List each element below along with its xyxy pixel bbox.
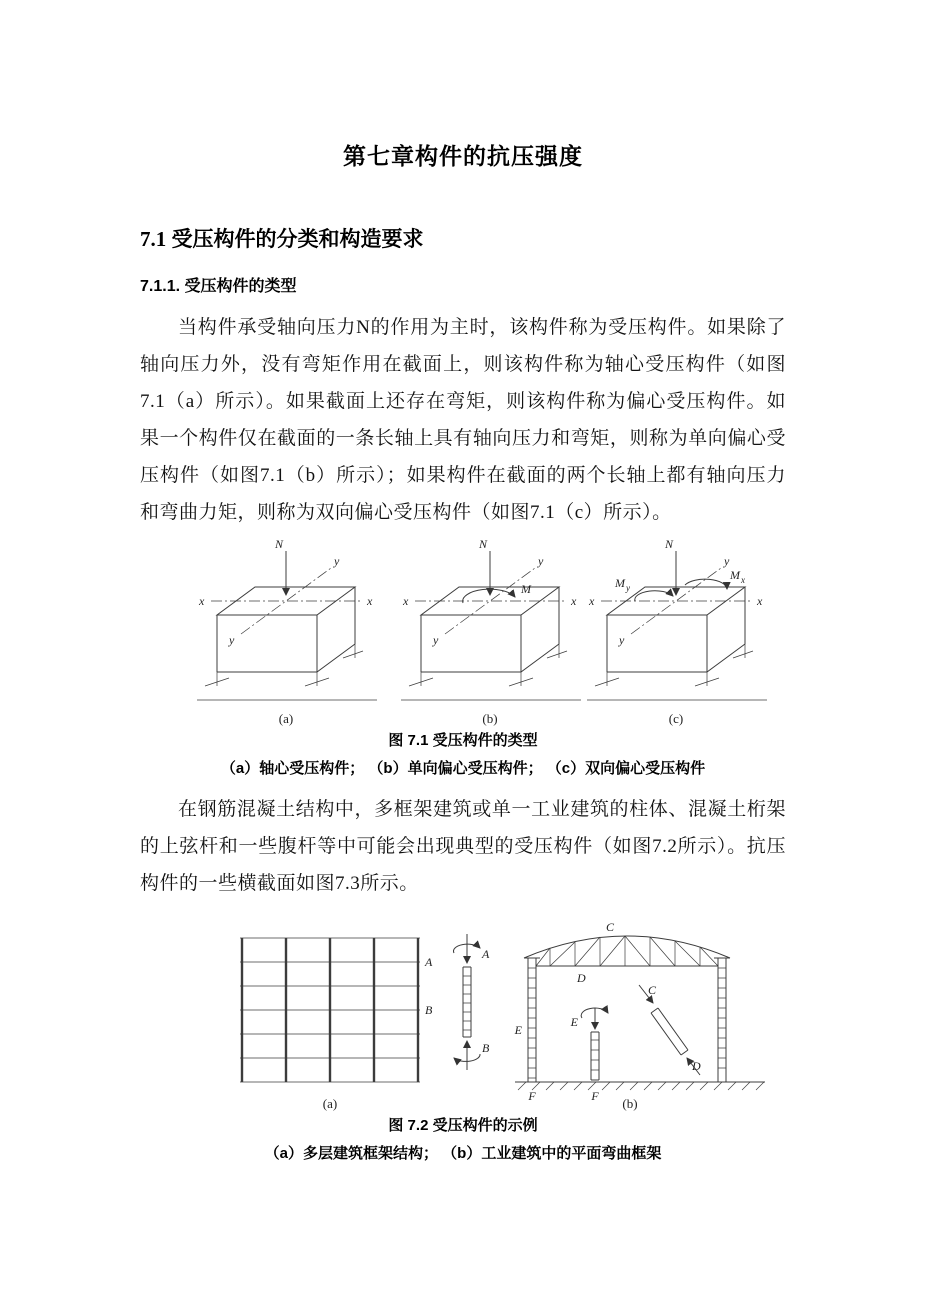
moment-arrow xyxy=(463,589,515,603)
truss-diagonals xyxy=(536,936,718,966)
sublabel-c: (c) xyxy=(668,711,684,726)
subsection-heading: 7.1.1. 受压构件的类型 xyxy=(140,278,297,295)
figure-7-1-subcaption: （a）轴心受压构件； （b）单向偏心受压构件； （c）双向偏心受压构件 xyxy=(220,760,706,777)
label-x: x xyxy=(589,594,595,608)
truss-verticals xyxy=(550,936,700,966)
left-column xyxy=(524,958,540,1082)
moment-y-arrow xyxy=(635,591,673,601)
label-My-sub: y xyxy=(626,583,630,593)
sublabel-a: (a) xyxy=(278,711,294,726)
figure-7-1 xyxy=(140,537,786,778)
label-D: D xyxy=(577,971,586,985)
label-Mx-M: M xyxy=(730,568,740,582)
label-A: A xyxy=(425,955,433,969)
label-N: N xyxy=(664,537,674,551)
label-C: C xyxy=(647,983,656,997)
label-D: D xyxy=(692,1059,701,1073)
label-M: M xyxy=(521,582,531,596)
label-Mx-sub: x xyxy=(741,575,745,585)
truss-top-chord xyxy=(524,936,730,958)
label-A: A xyxy=(482,947,490,961)
label-N: N xyxy=(478,537,488,551)
right-column xyxy=(714,958,730,1082)
sublabel-b: (b) xyxy=(482,711,498,726)
label-y: y xyxy=(619,633,625,647)
break-marks xyxy=(409,651,567,686)
section-heading: 7.1 受压构件的分类和构造要求 xyxy=(140,227,424,251)
label-E: E xyxy=(514,1023,522,1037)
chapter-title: 第七章构件的抗压强度 xyxy=(343,143,583,169)
label-y: y xyxy=(724,554,730,568)
moment-x-arrow xyxy=(685,579,727,589)
figure-7-2-diagram xyxy=(230,912,770,1112)
axial-member-diagram xyxy=(197,537,377,726)
bent-frame-diagram xyxy=(514,920,765,1111)
label-B: B xyxy=(425,1003,433,1017)
label-C: C xyxy=(606,920,615,934)
label-x: x xyxy=(403,594,409,608)
break-marks xyxy=(595,651,753,686)
paragraph-1: 当构件承受轴向压力N的作用为主时，该构件称为受压构件。如果除了轴向压力外，没有弯矩作用在截面上，则该构件称为轴心受压构件（如图7.1（a）所示）。如果截面上还存在弯矩，则该构件称为偏心受压构件。如果一个构件仅在截面的一条长轴上具有轴向压力和弯矩，则称为单向偏心受压构件（如图7.1（b）所示）；如果构件在截面的两个长轴上都有轴向压力和弯曲力矩，则称为双向偏心受压构件（如图7.1（c）所示）。 xyxy=(140,317,786,523)
frame-grid-diagram xyxy=(240,938,433,1111)
sublabel-b: (b) xyxy=(622,1096,638,1111)
label-N: N xyxy=(274,537,284,551)
label-y: y xyxy=(433,633,439,647)
ground-hatching xyxy=(518,1082,764,1090)
paragraph-2: 在钢筋混凝土结构中，多框架建筑或单一工业建筑的柱体、混凝土桁架的上弦杆和一些腹杆等中可能会出现典型的受压构件（如图7.2所示）。抗压构件的一些横截面如图7.3所示。 xyxy=(140,799,786,894)
label-y: y xyxy=(334,554,340,568)
label-E: E xyxy=(570,1015,578,1029)
extracted-column-diagram xyxy=(454,934,490,1070)
label-x: x xyxy=(757,594,763,608)
figure-7-1-diagram xyxy=(168,537,788,727)
sublabel-a: (a) xyxy=(322,1096,338,1111)
label-B: B xyxy=(482,1041,490,1055)
label-x: x xyxy=(367,594,373,608)
figure-7-1-caption: 图 7.1 受压构件的类型 xyxy=(388,732,538,749)
label-F: F xyxy=(591,1089,599,1103)
label-F: F xyxy=(528,1089,536,1103)
figure-7-2 xyxy=(140,912,786,1163)
label-My-M: M xyxy=(615,576,625,590)
figure-7-2-subcaption: （a）多层建筑框架结构； （b）工业建筑中的平面弯曲框架 xyxy=(264,1145,662,1162)
figure-7-2-caption: 图 7.2 受压构件的示例 xyxy=(388,1117,538,1134)
uniaxial-member-diagram xyxy=(401,537,581,726)
break-marks xyxy=(205,651,363,686)
label-x: x xyxy=(199,594,205,608)
extracted-diagonal-member xyxy=(639,983,701,1075)
biaxial-member-diagram xyxy=(587,537,767,726)
label-x: x xyxy=(571,594,577,608)
label-y: y xyxy=(229,633,235,647)
label-y: y xyxy=(538,554,544,568)
